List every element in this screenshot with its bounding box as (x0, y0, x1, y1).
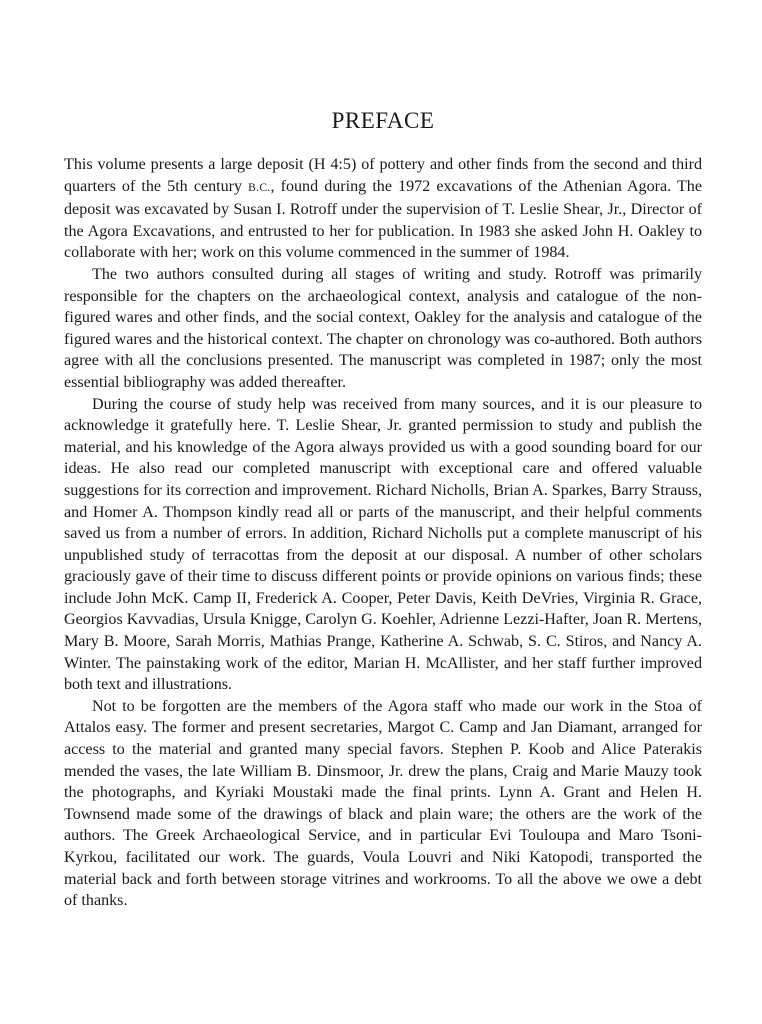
paragraph-4: Not to be forgotten are the members of the Agora staff who made our work in the Stoa of Attalos easy. The former and present secretaries, Margot C. Camp and Jan Diamant, arranged for access to the material and granted many special favors. Stephen P. Koob and Alice Paterakis mended the vases, the late William B. Dinsmoor, Jr. drew the plans, Craig and Marie Mauzy took the photographs, and Kyriaki Moustaki made the final prints. Lynn A. Grant and Helen H. Townsend made some of the drawings of black and plain ware; the others are the work of the authors. The Greek Archaeological Service, and in particular Evi Touloupa and Maro Tsoni-Kyrkou, facilitated our work. The guards, Voula Louvri and Niki Katopodi, transported the material back and forth between storage vitrines and workrooms. To all the above we owe a debt of thanks. (64, 697, 702, 910)
paragraph-1-era-abbrev: B.C. (248, 181, 271, 194)
paragraph-1-text-a: This volume presents a large deposit (H 4:5) of pottery and other finds from the second and third quarters of the 5th century (64, 156, 702, 195)
preface-body (64, 154, 702, 912)
paragraph-2: The two authors consulted during all stages of writing and study. Rotroff was primarily responsible for the chapters on the archaeological context, analysis and catalogue of the non-figured wares and other finds, and the social context, Oakley for the analysis and catalogue of the figured wares and the historical context. The chapter on chronology was co-authored. Both authors agree with all the conclusions presented. The manuscript was completed in 1987; only the most essential bibliography was added thereafter. (64, 265, 702, 391)
paragraph-1 (64, 154, 702, 264)
paragraph-1-text-b: , found during the 1972 excavations of the Athenian Agora. The deposit was excavated by Susan I. Rotroff under the supervision of T. Leslie Shear, Jr., Director of the Agora Excavations, and entrusted to her for publication. In 1983 she asked John H. Oakley to collaborate with her; work on this volume commenced in the summer of 1984. (64, 177, 702, 262)
paragraph-3: During the course of study help was received from many sources, and it is our pleasure to acknowledge it gratefully here. T. Leslie Shear, Jr. granted permission to study and publish the material, and his knowledge of the Agora always provided us with a good sounding board for our ideas. He also read our completed manuscript with exceptional care and offered valuable suggestions for its correction and improvement. Richard Nicholls, Brian A. Sparkes, Barry Strauss, and Homer A. Thompson kindly read all or parts of the manuscript, and their helpful comments saved us from a number of errors. In addition, Richard Nicholls put a complete manuscript of his unpublished study of terracottas from the deposit at our disposal. A number of other scholars graciously gave of their time to discuss different points or provide opinions on various finds; these include John McK. Camp II, Frederick A. Cooper, Peter Davis, Keith DeVries, Virginia R. Grace, Georgios Kavvadias, Ursula Knigge, Carolyn G. Koehler, Adrienne Lezzi-Hafter, Joan R. Mertens, Mary B. Moore, Sarah Morris, Mathias Prange, Katherine A. Schwab, S. C. Stiros, and Nancy A. Winter. The painstaking work of the editor, Marian H. McAllister, and her staff further improved both text and illustrations. (64, 395, 702, 694)
page-title: PREFACE (331, 108, 435, 133)
